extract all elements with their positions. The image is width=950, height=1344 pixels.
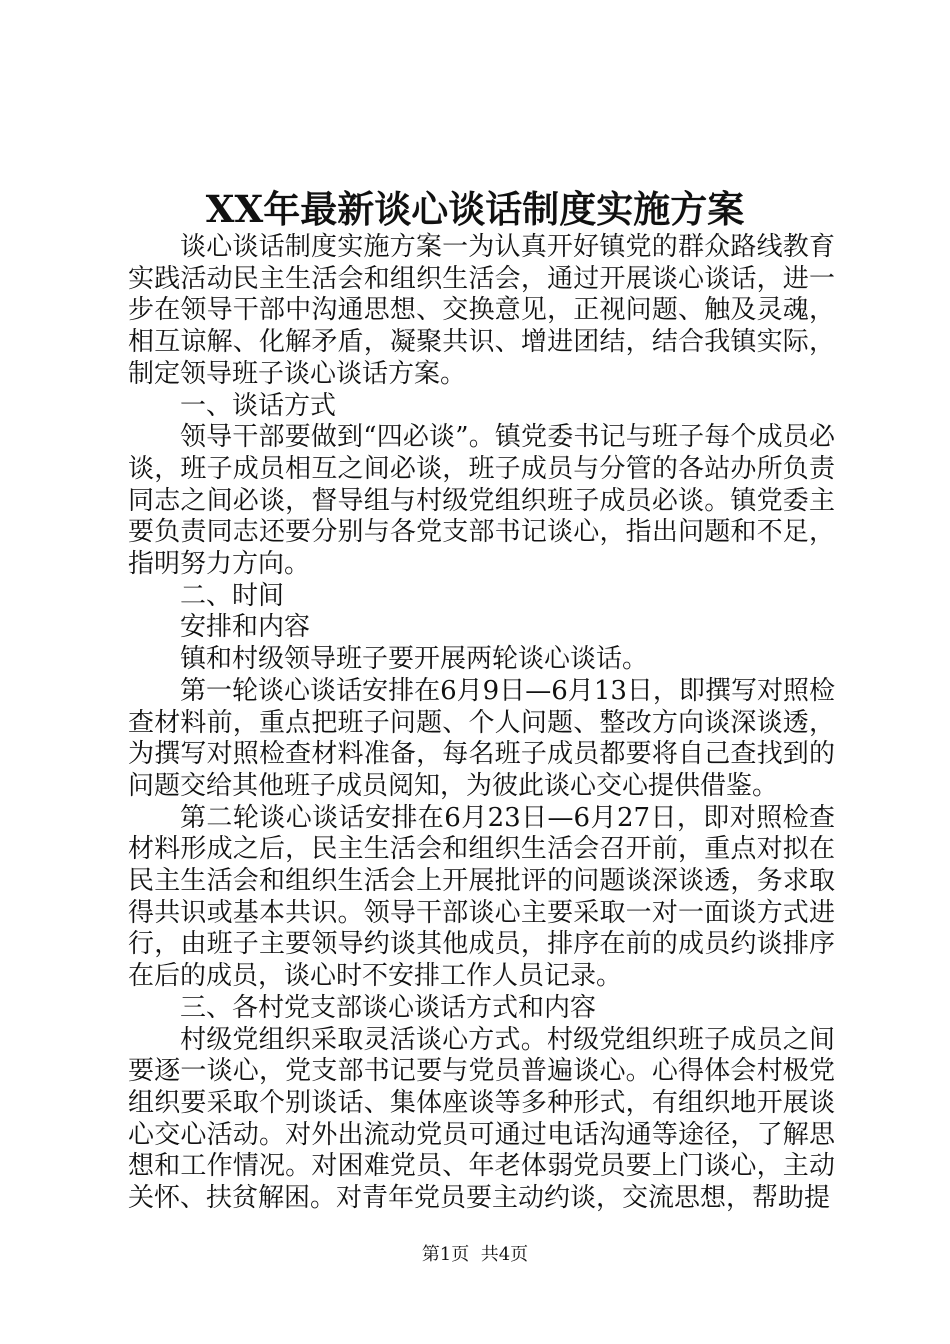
section-heading-3: 三、各村党支部谈心谈话方式和内容 [180, 992, 597, 1023]
paragraph-intro: 谈心谈话制度实施方案一为认真开好镇党的群众路线教育实践活动民主生活会和组织生活会，通过开展谈心谈话，进一步在领导干部中沟通思想、交换意见，正视问题、触及灵魂，相互谅解、化解矛盾，凝聚共识、增进团结，结合我镇实际，制定领导班子谈心谈话方案。 [128, 232, 835, 389]
paragraph-first-round: 第一轮谈心谈话安排在6月9日—6月13日，即撰写对照检查材料前，重点把班子问题、个人问题、整改方向谈深谈透，为撰写对照检查材料准备，每名班子成员都要将自己查找到的问题交给其他班子成员阅知，为彼此谈心交心提供借鉴。 [128, 675, 835, 801]
paragraph-two-rounds: 镇和村级领导班子要开展两轮谈心谈话。 [180, 644, 649, 675]
section-heading-2: 二、时间 [180, 580, 285, 611]
page-number: 第1页 共4页 [421, 1244, 529, 1265]
paragraph-second-round: 第二轮谈心谈话安排在6月23日—6月27日，即对照检查材料形成之后，民主生活会和组织生活会召开前，重点对拟在民主生活会和组织生活会上开展批评的问题谈深谈透，务求取得共识或基本共识。领导干部谈心主要采取一对一面谈方式进行，由班子主要领导约谈其他成员，排序在前的成员约谈排序在后的成员，谈心时不安排工作人员记录。 [128, 802, 835, 992]
document-body [128, 232, 835, 1215]
section-heading-1: 一、谈话方式 [180, 390, 337, 421]
paragraph-village-method: 村级党组织采取灵活谈心方式。村级党组织班子成员之间要逐一谈心，党支部书记要与党员普遍谈心。心得体会村极党组织要采取个别谈话、集体座谈等多种形式，有组织地开展谈心交心活动。对外出流动党员可通过电话沟通等途径，了解思想和工作情况。对困难党员、年老体弱党员要上门谈心，主动关怀、扶贫解困。对青年党员要主动约谈，交流思想，帮助提 [128, 1024, 835, 1214]
section-subheading-2: 安排和内容 [180, 612, 311, 643]
document-title: XX年最新谈心谈话制度实施方案 [205, 187, 745, 231]
page-footer [0, 1243, 950, 1267]
paragraph-talk-method: 领导干部要做到“四必谈”。镇党委书记与班子每个成员必谈，班子成员相互之间必谈，班子成员与分管的各站办所负责同志之间必谈，督导组与村级党组织班子成员必谈。镇党委主要负责同志还要分别与各党支部书记谈心，指出问题和不足，指明努力方向。 [128, 422, 835, 580]
